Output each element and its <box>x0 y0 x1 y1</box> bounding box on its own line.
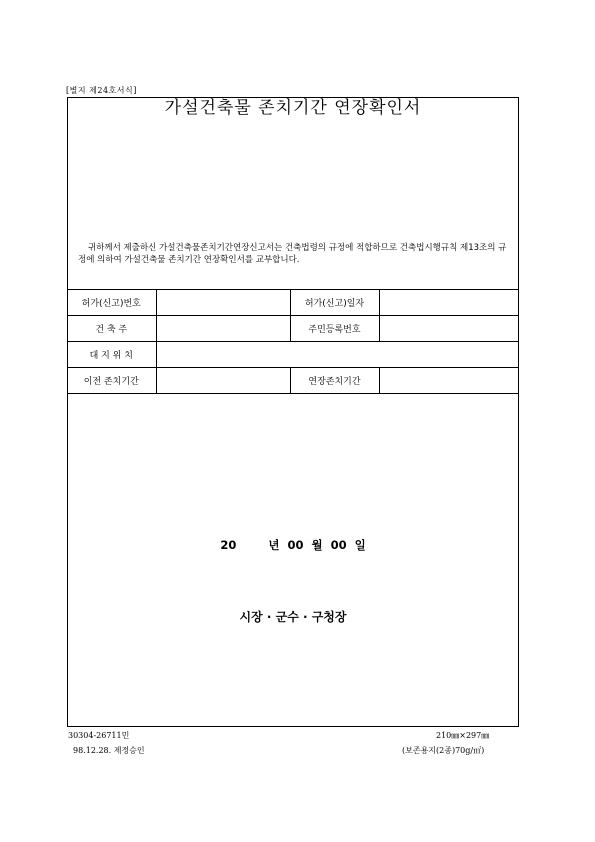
issue-date: 20 년 00 월 00 일 <box>220 538 366 552</box>
notice-paragraph: 귀하께서 제출하신 가설건축물존치기간연장신고서는 건축법령의 규정에 적합하므로 건축법시행규칙 제13조의 규정에 의하여 가설건축물 존치기간 연장확인서를 교부합니다. <box>78 243 507 265</box>
resident-number-field[interactable] <box>379 316 519 342</box>
document-title: 가설건축물 존치기간 연장확인서 <box>164 98 422 118</box>
extended-period-field[interactable] <box>379 368 519 394</box>
info-table <box>67 289 519 394</box>
approval-note: 98.12.28. 제정승인 <box>73 746 145 755</box>
table-row <box>67 290 519 316</box>
form-code: 30304-26711민 <box>68 731 130 740</box>
permit-number-field[interactable] <box>156 290 290 316</box>
site-location-field[interactable] <box>156 342 519 368</box>
table-row <box>67 316 519 342</box>
extended-period-label: 연장존치기간 <box>290 368 379 394</box>
paper-spec: (보존용지(2종)70g/㎡) <box>402 746 485 755</box>
issuing-authority: 시장 · 군수 · 구청장 <box>239 610 347 624</box>
owner-label: 건 축 주 <box>67 316 156 342</box>
table-row <box>67 368 519 394</box>
previous-period-field[interactable] <box>156 368 290 394</box>
owner-field[interactable] <box>156 316 290 342</box>
permit-date-label: 허가(신고)일자 <box>290 290 379 316</box>
previous-period-label: 이전 존치기간 <box>67 368 156 394</box>
permit-number-label: 허가(신고)번호 <box>67 290 156 316</box>
site-location-label: 대 지 위 치 <box>67 342 156 368</box>
permit-date-field[interactable] <box>379 290 519 316</box>
paper-size: 210㎜×297㎜ <box>436 731 490 740</box>
table-row <box>67 342 519 368</box>
resident-number-label: 주민등록번호 <box>290 316 379 342</box>
form-frame <box>67 97 519 727</box>
form-number-tag: [별지 제24호서식] <box>66 86 137 95</box>
